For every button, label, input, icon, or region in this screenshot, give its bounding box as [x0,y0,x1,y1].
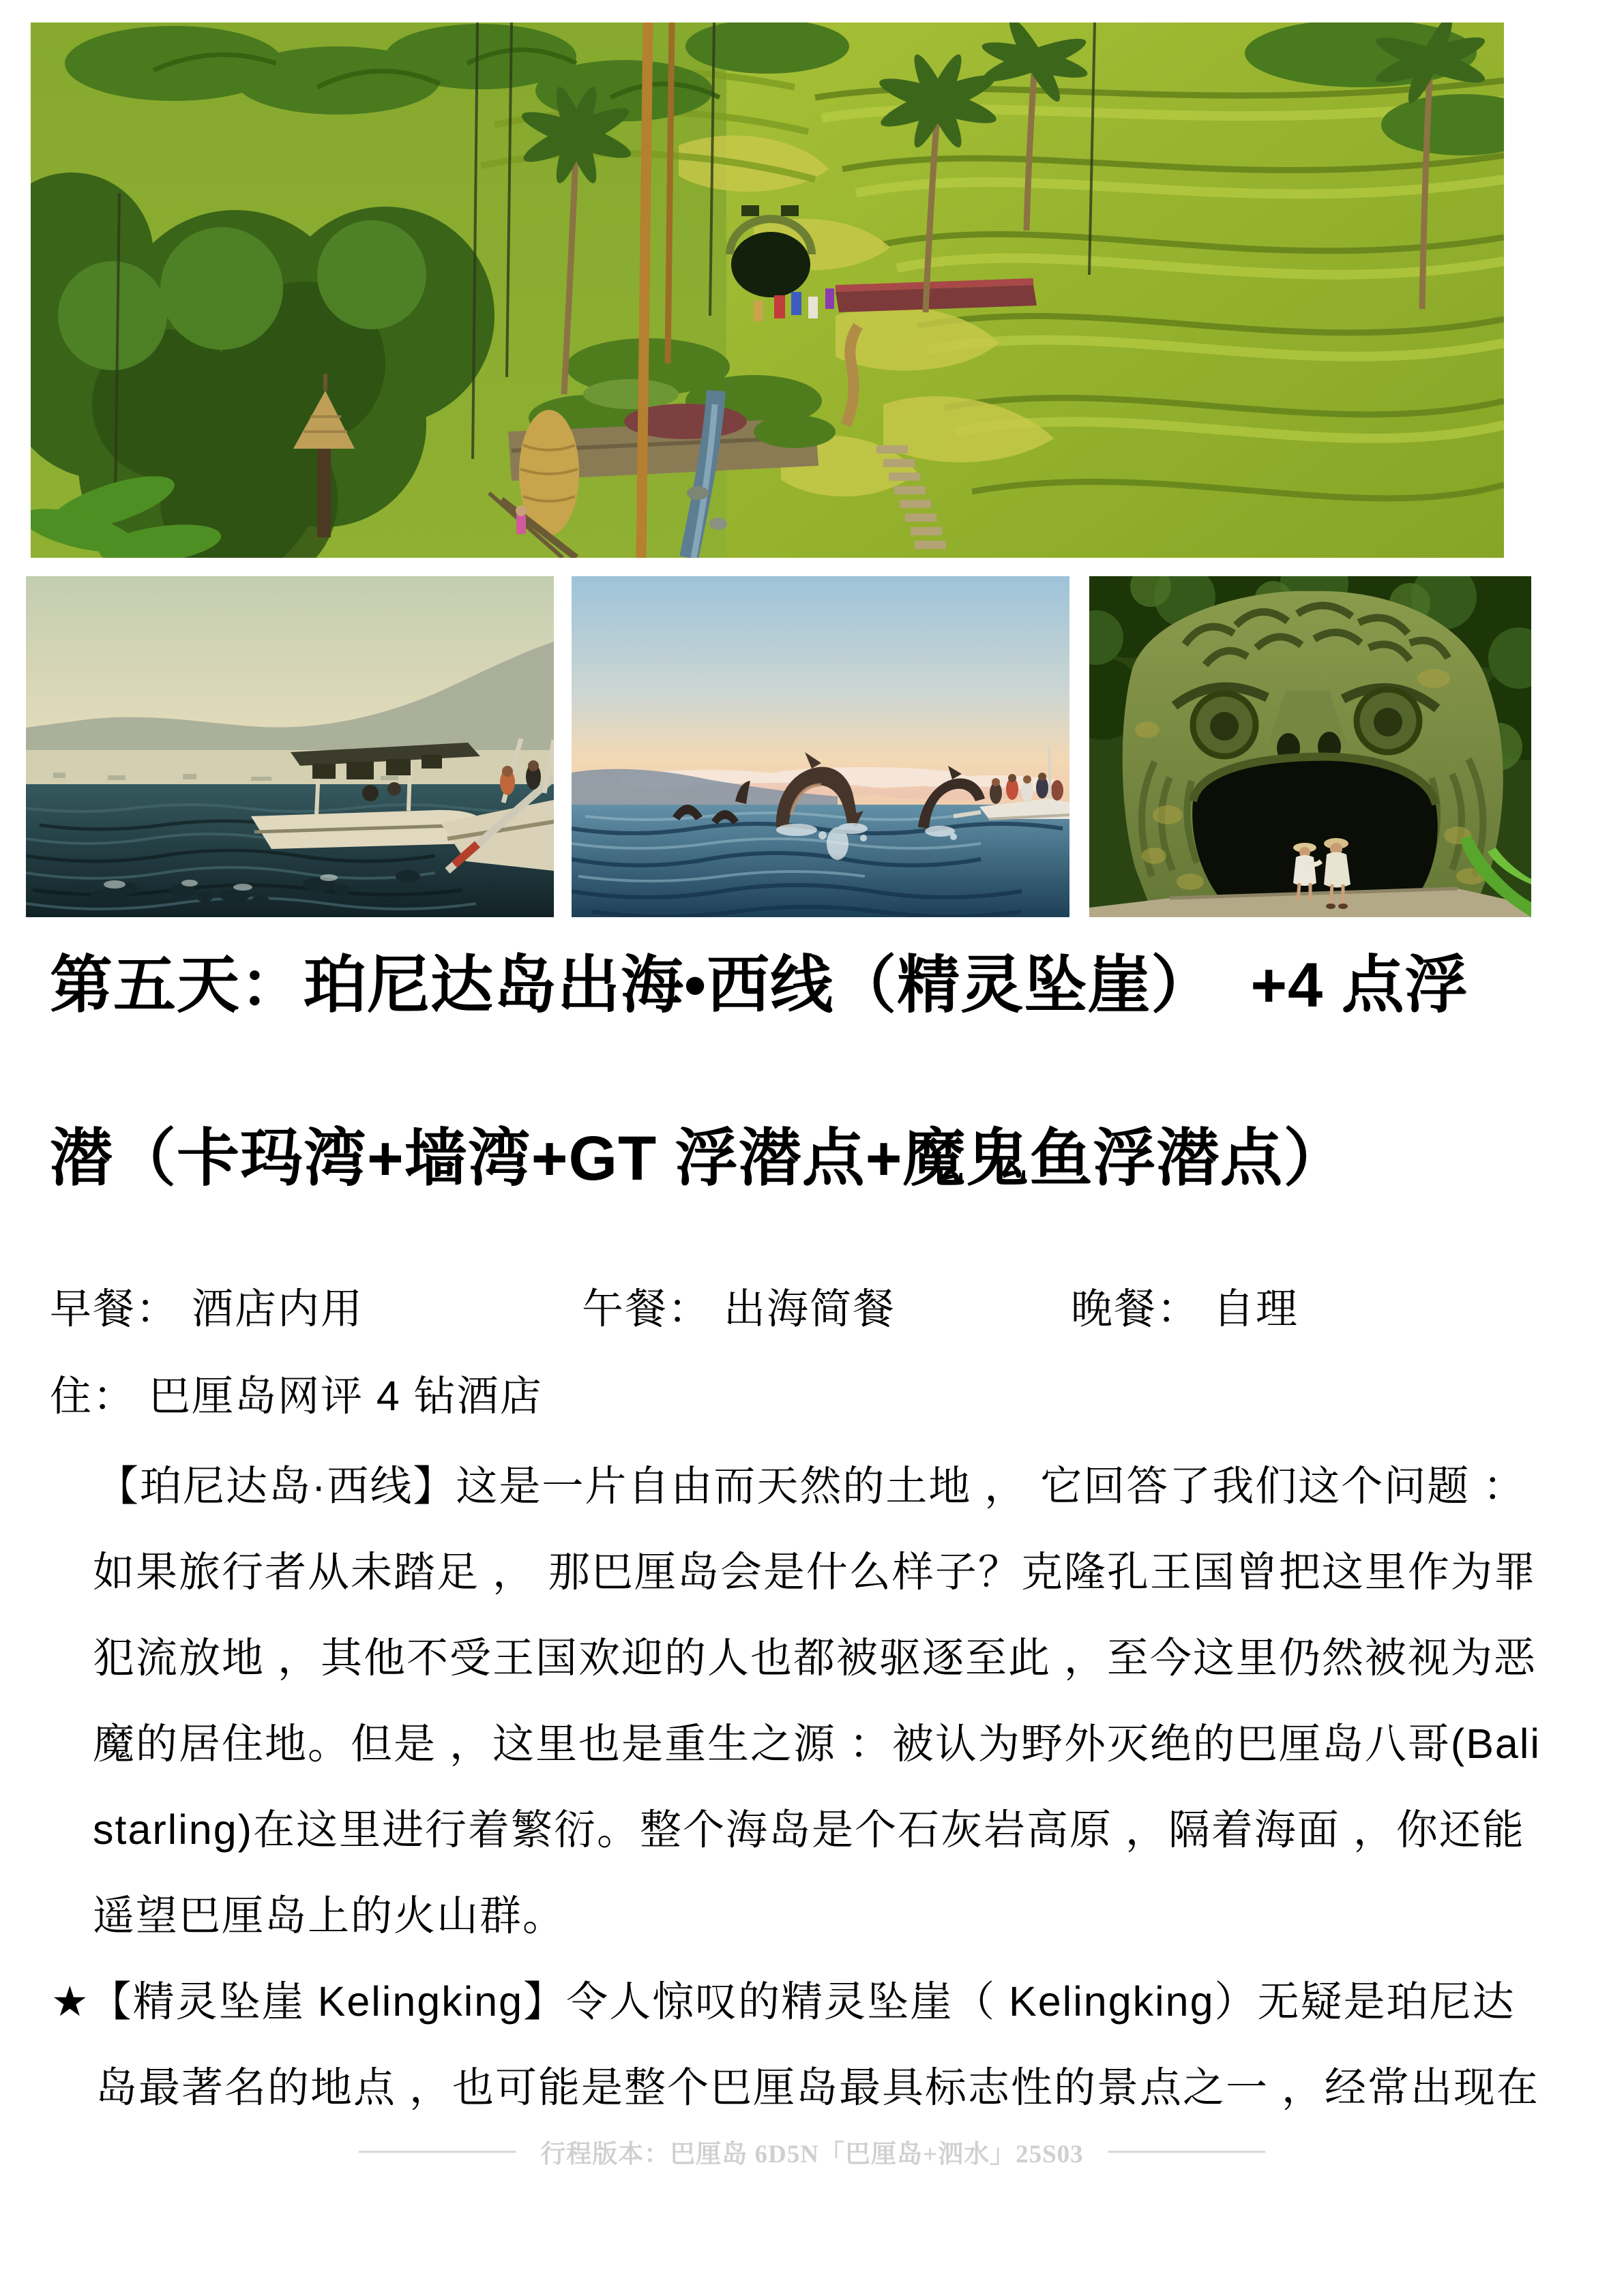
stone-face-illustration [1089,576,1531,917]
day-title-line2: 潜（卡玛湾+墙湾+GT 浮潜点+魔鬼鱼浮潜点） [50,1124,1347,1193]
penida-intro-line: 魔的居住地。但是 ，这里也是重生之源 ：被认为野外灭绝的巴厘岛八哥(Bali [93,1720,1541,1767]
day-title-line1: 第五天：珀尼达岛出海•西线（精灵坠崖） +4 点浮 [50,951,1468,1020]
penida-intro-line: 遥望巴厘岛上的火山群。 [93,1892,566,1939]
lunch-info: 午餐： 出海简餐 [582,1285,896,1332]
meals-row [50,1286,1578,1332]
rice-terraces-photo [31,23,1504,558]
footer-rule-right [1108,2151,1265,2153]
stay-info: 住： 巴厘岛网评 4 钻酒店 [50,1373,543,1419]
breakfast-info: 早餐： 酒店内用 [50,1285,364,1332]
stone-face-photo [1089,576,1531,917]
snorkel-boats-illustration [26,576,554,917]
footer-rule-left [359,2151,516,2153]
kelingking-line: ★【精灵坠崖 Kelingking】令人惊叹的精灵坠崖（ Kelingking）无疑是珀尼达 [51,1978,1516,2025]
snorkel-boats-photo [26,576,554,917]
page-footer [0,2133,1624,2170]
penida-intro-line: 【珀尼达岛·西线】这是一片自由而天然的土地 ， 它回答了我们这个问题 ： [97,1463,1526,1509]
dolphins-sunrise-illustration [572,576,1069,917]
footer-version-text: 行程版本：巴厘岛 6D5N「巴厘岛+泗水」25S03 [540,2141,1084,2168]
penida-intro-line: 犯流放地 ，其他不受王国欢迎的人也都被驱逐至此 ，至今这里仍然被视为恶 [93,1635,1537,1681]
penida-intro-line: 如果旅行者从未踏足 ， 那巴厘岛会是什么样子？克隆孔王国曾把这里作为罪 [93,1549,1537,1595]
kelingking-line: 岛最著名的地点 ，也可能是整个巴厘岛最具标志性的景点之一 ，经常出现在 [95,2064,1539,2111]
dolphins-sunrise-photo [572,576,1069,917]
rice-terraces-illustration [31,23,1504,558]
dinner-info: 晚餐： 自理 [1071,1285,1299,1332]
penida-intro-line: starling)在这里进行着繁衍。整个海岛是个石灰岩高原 ，隔着海面 ，你还能 [93,1806,1525,1853]
